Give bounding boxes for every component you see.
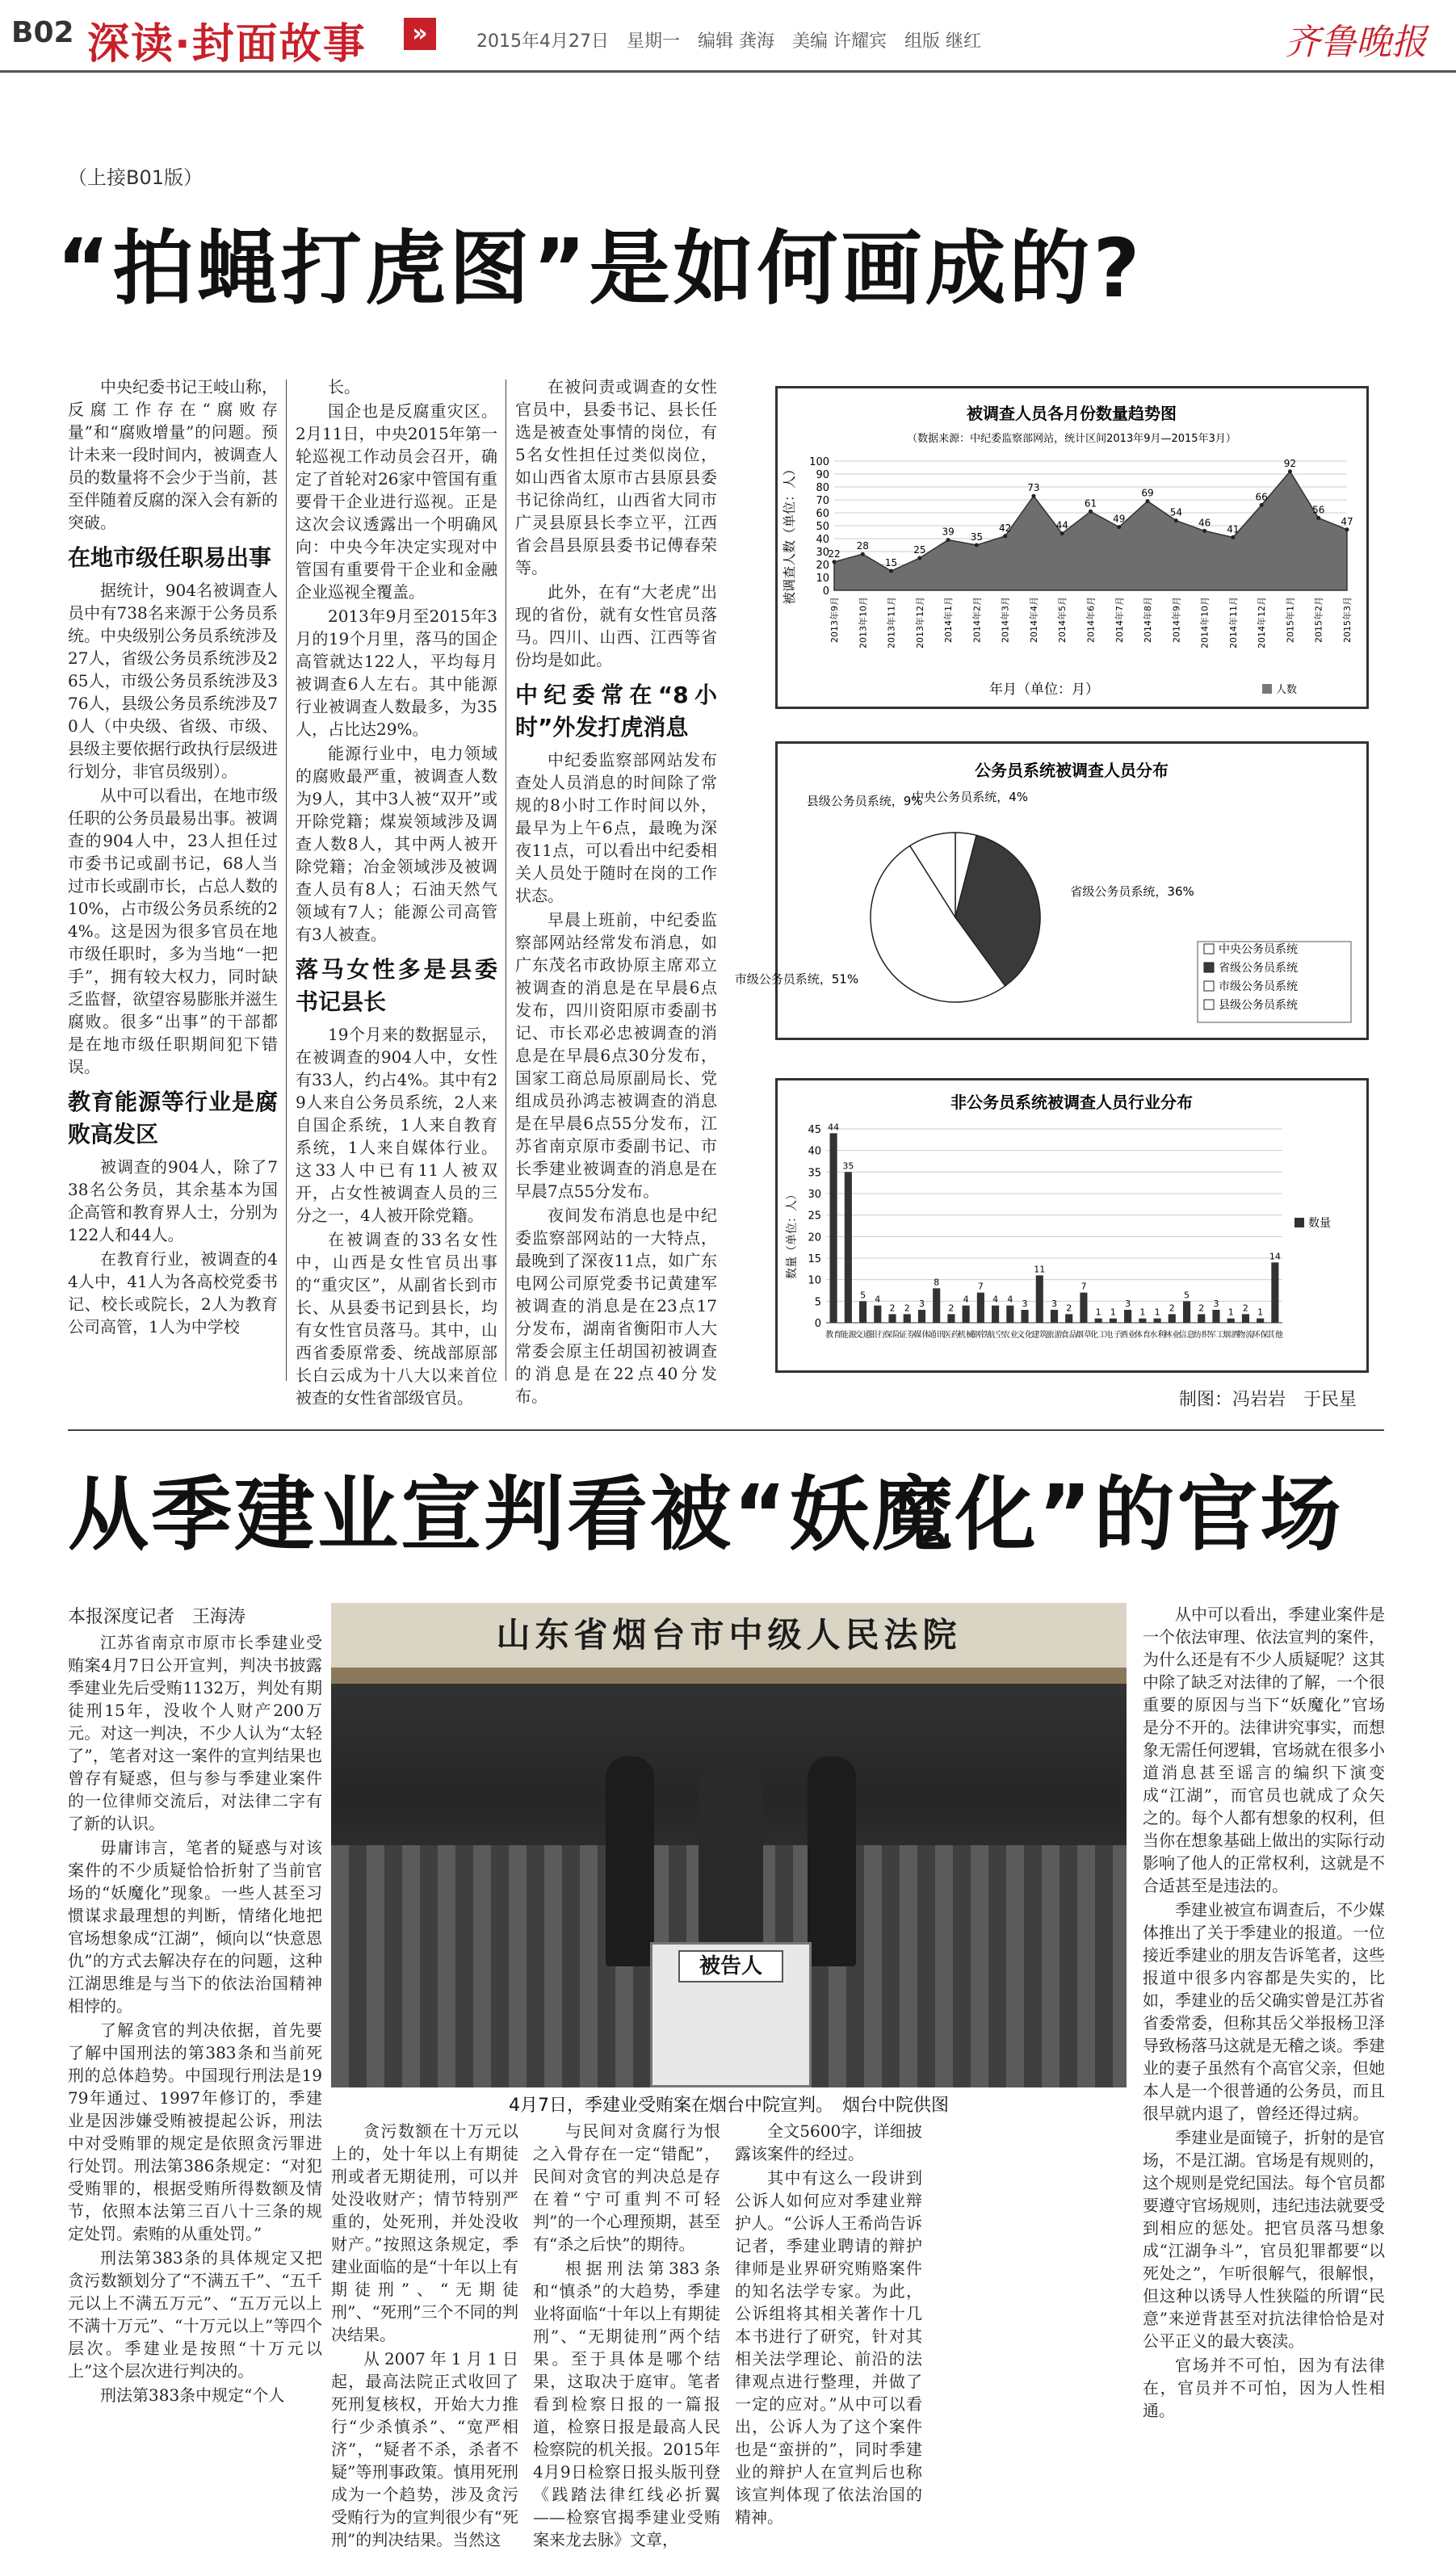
legend-label: 人数 (1276, 684, 1298, 696)
chart-title: 非公务员系统被调查人员行业分布 (950, 1093, 1193, 1112)
y-tick-label: 50 (816, 521, 829, 533)
data-label: 2 (1198, 1303, 1205, 1314)
x-tick-label: 2013年12月 (914, 597, 925, 648)
x-tick-label: 2013年11月 (886, 597, 897, 648)
x-tick-label: 2014年1月 (943, 597, 955, 643)
x-tick-label: 2014年4月 (1028, 597, 1039, 643)
data-label: 1 (1154, 1307, 1160, 1318)
data-label: 73 (1027, 482, 1040, 494)
legend-label: 省级公务员系统 (1219, 962, 1298, 975)
data-point (946, 538, 950, 542)
chart-subtitle: （数据来源：中纪委监察部网站，统计区间2013年9月—2015年3月） (907, 433, 1236, 445)
article1-list (515, 376, 717, 671)
bar-chart-svg (778, 1080, 1366, 1370)
paragraph: 根据刑法第383条和“慎杀”的大趋势，季建业将面临“十年以上有期徒刑”、“无期徒刑”两个结果。至于具体是哪个结果，这取决于庭审。笔者看到检察日报的一篇报道，检察日报是最高人民检察院的机关报。2015年4月9日检察日报头版刊登《践踏法律红线必折翼——检察官揭季建业受贿案来龙去脉》文章， (533, 2259, 720, 2549)
x-tick-label: 2014年7月 (1114, 597, 1125, 643)
x-tick-label: 2014年6月 (1085, 597, 1097, 643)
article2-list (68, 1631, 322, 2406)
paragraph: 长。 (328, 377, 360, 396)
chart-civil-servant-distribution (734, 741, 1369, 1040)
x-tick-label: 航空 (987, 1331, 1004, 1340)
y-tick-label: 70 (816, 495, 829, 507)
paragraph: 了解贪官的判决依据，首先要了解中国刑法的第383条和当前死刑的总体趋势。中国现行刑法是1979年通过、1997年修订的，季建业是因涉嫌受贿被提起公诉，刑法中对受贿罪的规定是依照贪污罪进行处罚。刑法第386条规定：“对犯受贿罪的，根据受贿所得数额及情节，依照本法第三百八十三条的规定处罚。索贿的从重处罚。” (68, 2020, 322, 2243)
data-label: 61 (1084, 497, 1097, 510)
data-label: 1 (1095, 1307, 1101, 1318)
bar (845, 1172, 852, 1323)
data-label: 4 (1007, 1294, 1013, 1305)
court-photo (331, 1603, 1127, 2087)
data-point (1345, 527, 1349, 531)
chart-industry-distribution (775, 1078, 1369, 1373)
data-label: 3 (1051, 1299, 1057, 1309)
y-tick-label: 100 (809, 456, 829, 468)
paragraph: 早晨上班前，中纪委监察部网站经常发布消息，如广东茂名市政协原主席邓立被调查的消息是在早晨6点发布，四川资阳原市委副书记、市长邓必忠被调查的消息是在早晨6点30分发布，国家工商总局原副局长、党组成员孙鸿志被调查的消息是在早晨6点55分发布，江苏省南京原市委副书记、市长季建业被调查的消息是在早晨7点55分发布。 (515, 910, 717, 1201)
data-label: 69 (1141, 487, 1154, 499)
x-tick-label: 钢铁 (972, 1331, 989, 1340)
x-tick-label: 建筑 (1031, 1331, 1048, 1340)
issue-meta: 2015年4月27日 星期一 编辑 龚海 美编 许耀宾 组版 继红 (476, 31, 981, 52)
photo-caption: 4月7日，季建业受贿案在烟台中院宣判。 烟台中院供图 (509, 2096, 949, 2116)
bar (918, 1310, 925, 1323)
article2-list (735, 2120, 922, 2528)
y-tick-label: 5 (814, 1296, 821, 1309)
court-banner: 山东省烟台市中级人民法院 (331, 1603, 1127, 1668)
slice-label: 市级公务员系统，51% (734, 971, 859, 987)
section-divider (68, 1429, 1384, 1431)
x-tick-label: 水利 (1149, 1331, 1166, 1340)
article1-list (296, 1023, 497, 1409)
data-label: 47 (1341, 515, 1353, 527)
x-tick-label: 体育 (1134, 1331, 1151, 1340)
article1-list (68, 1156, 278, 1338)
paragraph: 从中可以看出，季建业案件是一个依法审理、依法宣判的案件，为什么还是有不少人质疑呢？这其中除了缺乏对法律的了解，一个很重要的原因与当下“妖魔化”官场是分不开的。法律讲究事实，而想象无需任何逻辑，官场就在很多小道消息甚至谣言的编织下演变成“江湖”，而官员也就成了众矢之的。每个人都有想象的权利，但当你在想象基础上做出的实际行动影响了他人的正常权利，这就是不合适甚至是违法的。 (1143, 1605, 1385, 1895)
legend-swatch (1294, 1218, 1304, 1227)
legend-swatch (1204, 1000, 1214, 1009)
bar (1183, 1301, 1190, 1323)
data-label: 46 (1198, 517, 1211, 529)
data-point (1117, 525, 1121, 529)
x-tick-label: 农业 (1001, 1331, 1018, 1340)
x-tick-label: 军工 (1207, 1331, 1224, 1340)
subheading-female-officials: 落马女性多是县委书记县长 (296, 956, 497, 1015)
y-tick-label: 80 (816, 482, 829, 494)
paragraph: 季建业是面镜子，折射的是官场，不是江湖。官场是有规则的，这个规则是党纪国法。每个官员都要遵守官场规则，违纪违法就要受到相应的惩处。把官员落马想象成“江湖争斗”，官员犯罪都要“以死处之”，乍听很解气，很解恨，但这种以诱导人性狭隘的所谓“民意”来逆背甚至对抗法律恰恰是对公平正义的最大亵渎。 (1143, 2128, 1385, 2351)
paragraph: 季建业被宣布调查后，不少媒体推出了关于季建业的报道。一位接近季建业的朋友告诉笔者，这些报道中很多内容都是失实的，比如，季建业的岳父确实曾是江苏省省委常委，但称其岳父举报杨卫泽导致杨落马这就是无稽之谈。季建业的妻子虽然有个高官父亲，但她本人是一个很普通的公务员，而且很早就内退了，曾经还得过病。 (1143, 1900, 1385, 2123)
data-label: 14 (1269, 1251, 1281, 1262)
paragraph: 从2007年1月1日起，最高法院正式收回了死刑复核权，开始大力推行“少杀慎杀”、“宽严相济”，“疑者不杀，杀者不疑”等刑事政策。慎用死刑成为一个趋势，涉及贪污受贿行为的宣判很少有“死刑”的判决结果。当然这 (331, 2349, 518, 2549)
paragraph: 此外，在有“大老虎”出现的省份，就有女性官员落马。四川、山西、江西等省份均是如此。 (515, 582, 717, 669)
data-point (1231, 535, 1235, 539)
data-label: 7 (977, 1281, 984, 1292)
x-tick-label: 文化 (1017, 1331, 1034, 1340)
bar (977, 1293, 984, 1323)
paragraph: 据统计，904名被调查人员中有738名来源于公务员系统。中央级别公务员系统涉及27人，省级公务员系统涉及265人，市级公务员系统涉及376人，县级公务员系统涉及70人（中央级、省级、市级、县级主要依据行政执行层级进行划分，非官员级别）。 (68, 581, 278, 781)
article1-column-3 (515, 376, 717, 1490)
bar (1198, 1314, 1205, 1323)
data-point (1288, 469, 1292, 473)
paragraph: 与民间对贪腐行为恨之入骨存在一定“错配”，民间对贪官的判决总是存在着“宁可重判不可轻判”的一个心理预期，甚至有“杀之后快”的期待。 (533, 2121, 720, 2254)
paragraph: 19个月来的数据显示，在被调查的904人中，女性有33人，约占4%。其中有29人来自公务员系统，2人来自国企系统，1人来自教育系统，1人来自媒体行业。这33人中已有11人被双开，占女性被调查人员的三分之一，4人被开除党籍。 (296, 1025, 497, 1225)
x-tick-label: 环保 (1252, 1331, 1269, 1340)
article2-column-left (68, 1631, 322, 2447)
x-tick-label: 2014年3月 (1000, 597, 1011, 643)
y-tick-label: 25 (808, 1210, 821, 1223)
data-label: 4 (963, 1294, 969, 1305)
legend-label: 县级公务员系统 (1219, 999, 1298, 1012)
x-tick-label: 保险 (884, 1331, 901, 1340)
bar (859, 1301, 866, 1323)
paragraph: 被调查的904人，除了738名公务员，其余基本为国企高管和教育界人士，分别为122人和44人。 (68, 1157, 278, 1244)
data-label: 54 (1169, 506, 1182, 518)
paragraph: 2013年9月至2015年3月的19个月里，落马的国企高管就达122人，平均每月被调查6人左右。其中能源行业被调查人数最多，为35人，占比达29%。 (296, 606, 497, 739)
data-label: 39 (942, 526, 955, 538)
data-label: 4 (875, 1294, 881, 1305)
data-label: 42 (999, 522, 1012, 534)
data-point (861, 552, 865, 556)
x-tick-label: 信息 (1178, 1331, 1195, 1340)
paragraph: 刑法第383条中规定“个人 (100, 2385, 285, 2405)
x-tick-label: 证券 (899, 1331, 916, 1340)
bar (1212, 1310, 1219, 1323)
x-tick-label: 电子 (1105, 1331, 1122, 1340)
x-tick-label: 2014年12月 (1257, 597, 1268, 648)
paragraph: 其中有这么一段讲到公诉人如何应对季建业辩护人。“公诉人王希尚告诉记者，季建业聘请的辩护律师是业界研究贿赂案件的知名法学专家。为此，公诉组将其相关著作十几本书进行了研究，针对其相关法学理论、前沿的法律观点进行整理，并做了一定的应对。”从中可以看出，公诉人为了这个案件也是“蛮拼的”，同时季建业的辩护人在宣判后也称该宣判体现了依法治国的精神。 (735, 2168, 922, 2527)
data-label: 2 (1242, 1303, 1248, 1314)
data-label: 4 (992, 1294, 999, 1305)
area-series (834, 472, 1347, 590)
data-label: 2 (889, 1303, 896, 1314)
x-tick-label: 交通 (854, 1331, 871, 1340)
data-point (833, 560, 837, 564)
y-tick-label: 35 (808, 1167, 821, 1180)
y-tick-label: 15 (808, 1253, 821, 1265)
y-tick-label: 30 (808, 1189, 821, 1201)
bar (933, 1288, 940, 1323)
bar (888, 1314, 896, 1323)
article1-list (68, 376, 278, 534)
x-tick-label: 2014年11月 (1227, 597, 1239, 648)
bar (1006, 1306, 1013, 1323)
x-tick-label: 医药 (942, 1331, 959, 1340)
data-label: 3 (1125, 1299, 1131, 1309)
x-tick-label: 其他 (1266, 1331, 1283, 1340)
x-tick-label: 2014年9月 (1171, 597, 1182, 643)
y-tick-label: 45 (808, 1124, 821, 1136)
legend-swatch (1204, 963, 1214, 972)
x-tick-label: 2015年1月 (1285, 597, 1296, 643)
legend-swatch (1204, 981, 1214, 991)
article1-column-2 (296, 376, 497, 1490)
bar (1271, 1262, 1278, 1323)
slice-label: 县级公务员系统，9% (806, 793, 923, 808)
continuation-note: （上接B01版） (68, 166, 204, 189)
data-point (1031, 494, 1035, 498)
subheading-city-level: 在地市级任职易出事 (68, 544, 272, 571)
paragraph: 夜间发布消息也是中纪委监察部网站的一大特点，最晚到了深夜11点，如广东电网公司原党委书记黄建军被调查的消息是在23点17分发布，湖南省衡阳市人大常委会原主任胡国初被调查的消息是在22点40分发布。 (515, 1206, 717, 1406)
article2-column-m1 (331, 2120, 518, 2549)
defendant-sign: 被告人 (678, 1950, 783, 1982)
paragraph: 全文5600字，详细披露该案件的经过。 (735, 2121, 922, 2163)
data-label: 35 (970, 531, 984, 543)
article1-list (515, 749, 717, 1408)
bar (963, 1306, 970, 1323)
x-tick-label: 媒体 (913, 1331, 930, 1340)
legend-label: 中央公务员系统 (1219, 943, 1298, 956)
legend-label: 市级公务员系统 (1219, 980, 1298, 993)
bar (947, 1314, 955, 1323)
data-label: 7 (1080, 1281, 1087, 1292)
x-tick-label: 2015年3月 (1342, 597, 1353, 643)
newspaper-logo: 齐鲁晚报 (1285, 22, 1427, 63)
bar (1169, 1314, 1176, 1323)
bar (1257, 1319, 1264, 1323)
data-point (889, 569, 893, 573)
article1-column-1 (68, 376, 278, 1490)
x-tick-label: 2014年5月 (1057, 597, 1068, 643)
data-point (1146, 499, 1150, 503)
y-tick-label: 20 (816, 560, 829, 572)
x-tick-label: 食品 (1060, 1331, 1077, 1340)
x-tick-label: 银行 (869, 1331, 886, 1340)
data-label: 1 (1257, 1307, 1264, 1318)
legend-swatch (1262, 684, 1272, 694)
x-tick-label: 2014年2月 (971, 597, 983, 643)
data-label: 11 (1034, 1264, 1046, 1275)
y-tick-label: 60 (816, 508, 829, 520)
x-tick-label: 烟草 (1075, 1331, 1092, 1340)
data-point (1260, 503, 1264, 507)
x-tick-label: 2014年8月 (1143, 597, 1154, 643)
data-label: 41 (1227, 523, 1240, 535)
data-point (917, 556, 921, 560)
bar (1227, 1319, 1235, 1323)
paragraph: 贪污数额在十万元以上的，处十年以上有期徒刑或者无期徒刑，可以并处没收财产；情节特别严重的，处死刑，并处没收财产。”按照这条规定，季建业面临的是“十年以上有期徒刑”、“无期徒刑”、“死刑”三个不同的判决结果。 (331, 2121, 518, 2344)
data-label: 3 (918, 1299, 925, 1309)
subheading-after-hours: 中纪委常在“8小时”外发打虎消息 (515, 682, 717, 741)
bar (1110, 1319, 1117, 1323)
data-label: 1 (1227, 1307, 1234, 1318)
y-tick-label: 40 (816, 534, 829, 546)
slice-label: 省级公务员系统，36% (1070, 883, 1194, 899)
x-tick-label: 旅游 (1046, 1331, 1063, 1340)
x-tick-label: 能源 (840, 1331, 857, 1340)
data-label: 66 (1255, 491, 1268, 503)
y-tick-label: 10 (816, 573, 829, 585)
chart-title: 公务员系统被调查人员分布 (975, 761, 1169, 780)
defendant (699, 1764, 763, 1950)
bar (1051, 1310, 1058, 1323)
subheading-education-energy: 教育能源等行业是腐败高发区 (68, 1089, 278, 1148)
bailiff-right (808, 1756, 856, 1966)
data-point (975, 543, 979, 548)
paragraph: 中央纪委书记王岐山称，反腐工作存在“腐败存量”和“腐败增量”的问题。预计未来一段时间内，被调查人员的数量将不会少于当前，甚至伴随着反腐的深入会有新的突破。 (68, 377, 278, 532)
data-label: 49 (1113, 513, 1126, 525)
second-headline: 从季建业宣判看被“妖魔化”的官场 (68, 1467, 1344, 1562)
x-tick-label: 2013年10月 (858, 597, 869, 648)
x-tick-label: 机械 (958, 1331, 975, 1340)
article2-list (533, 2120, 720, 2551)
bar (992, 1306, 999, 1323)
data-label: 28 (856, 540, 869, 552)
data-point (1202, 529, 1206, 533)
article2-list (1143, 1603, 1385, 2422)
y-tick-label: 0 (814, 1318, 821, 1330)
data-label: 2 (904, 1303, 910, 1314)
paragraph: 在被问责或调查的女性官员中，县委书记、县长任选是被查处事情的岗位，有5名女性担任过类似岗位，如山西省太原市古县原县委书记徐尚红，山西省大同市广灵县原县长李立平，江西省会昌县原县委书记傅春荣等。 (515, 377, 717, 577)
paragraph: 刑法第383条的具体规定又把贪污数额划分了“不满五千”、“五千元以上不满五万元”、“五万元以上不满十万元”、“十万元以上”等四个层次。季建业是按照“十万元以上”这个层次进行判决的。 (68, 2248, 322, 2381)
data-label: 44 (1055, 519, 1068, 531)
bar (874, 1306, 881, 1323)
data-label: 8 (934, 1277, 940, 1288)
data-label: 1 (1139, 1307, 1146, 1318)
data-label: 92 (1283, 457, 1297, 469)
data-label: 15 (884, 557, 898, 569)
bar (1139, 1319, 1146, 1323)
y-tick-label: 30 (816, 547, 829, 559)
chart-credit: 制图：冯岩岩 于民星 (1179, 1390, 1357, 1410)
y-axis-label: 数量（单位：人） (786, 1189, 799, 1279)
data-label: 22 (828, 548, 841, 560)
x-tick-label: 酒业 (1119, 1331, 1136, 1340)
bar (1154, 1319, 1161, 1323)
bar (1124, 1310, 1131, 1323)
data-label: 2 (1169, 1303, 1175, 1314)
x-tick-label: 2013年9月 (829, 597, 840, 643)
section-title: 深读·封面故事 (87, 20, 367, 69)
data-label: 35 (842, 1160, 854, 1172)
data-point (1003, 534, 1007, 538)
x-tick-label: 化工 (1090, 1331, 1107, 1340)
x-tick-label: 烟酒 (1223, 1331, 1240, 1340)
y-tick-label: 0 (822, 585, 829, 598)
y-axis-label: 被调查人数（单位：人） (782, 462, 797, 606)
pie-chart-svg (734, 744, 1366, 1038)
paragraph: 能源行业中，电力领域的腐败最严重，被调查人数为9人，其中3人被“双开”或开除党籍；煤炭领域涉及调查人数8人，其中两人被开除党籍；冶金领域涉及被调查人员有8人；石油天然气领域有7人；能源公司高管有3人被查。 (296, 744, 497, 944)
paragraph: 官场并不可怕，因为有法律在，官员并不可怕，因为人性相通。 (1143, 2356, 1385, 2420)
article2-column-m2 (533, 2120, 720, 2549)
data-label: 2 (948, 1303, 955, 1314)
bar (830, 1133, 837, 1323)
main-headline: “拍蝇打虎图”是如何画成的? (57, 221, 1143, 316)
data-label: 25 (913, 544, 926, 556)
article1-list (68, 579, 278, 1078)
data-label: 5 (1184, 1290, 1190, 1301)
paragraph: 从中可以看出，在地市级任职的公务员最易出事。被调查的904人中，23人担任过市委书记或副书记，68人当过市长或副市长，占总人数的10%，占市级公务员系统的24%。这是因为很多官员在地市级任职时，多为当地“一把手”，拥有较大权力，同时缺乏监督，欲望容易膨胀并滋生腐败。很多“出事”的干部都是在地市级任职期间犯下错误。 (68, 786, 278, 1076)
bar (904, 1314, 911, 1323)
paragraph: 江苏省南京市原市长季建业受贿案4月7日公开宣判，判决书披露季建业先后受贿1132万，判处有期徒刑15年，没收个人财产200万元。对这一判决，不少人认为“太轻了”，笔者对这一案件的宣判结果也曾存有疑惑，但与参与季建业案件的一位律师交流后，对法律二字有了新的认识。 (68, 1633, 322, 1833)
data-point (1316, 516, 1320, 520)
data-label: 1 (1110, 1307, 1116, 1318)
data-point (1174, 518, 1178, 522)
article2-column-right (1143, 1603, 1385, 2447)
bar (1242, 1314, 1249, 1323)
article2-list (331, 2120, 518, 2551)
data-label: 44 (828, 1122, 840, 1133)
data-label: 5 (860, 1290, 866, 1301)
data-label: 3 (1213, 1299, 1219, 1309)
byline: 本报深度记者 王海涛 (68, 1607, 246, 1627)
bailiff-left (606, 1756, 654, 1966)
bar (1095, 1319, 1102, 1323)
bar (1065, 1314, 1072, 1323)
y-tick-label: 40 (808, 1145, 821, 1158)
article1-list (296, 376, 497, 946)
article2-column-m3 (735, 2120, 922, 2527)
data-point (1089, 510, 1093, 514)
paragraph: 在教育行业，被调查的44人中，41人为各高校党委书记、校长或院长，2人为教育公司高管，1人为中学校 (68, 1249, 278, 1336)
x-axis-label: 年月（单位：月） (989, 682, 1099, 698)
chart-title: 被调查人员各月份数量趋势图 (967, 404, 1177, 423)
banner-trim (331, 1668, 1127, 1684)
x-tick-label: 物流 (1237, 1331, 1254, 1340)
trend-chart-svg (778, 388, 1366, 707)
x-tick-label: 通讯 (928, 1331, 945, 1340)
y-tick-label: 20 (808, 1231, 821, 1244)
section-arrow-icon: » (404, 18, 436, 50)
chart-monthly-trend (775, 386, 1369, 709)
column-divider (286, 380, 287, 1381)
x-tick-label: 林业 (1164, 1331, 1181, 1340)
paragraph: 国企也是反腐重灾区。2月11日，中央2015年第一轮巡视工作动员会召开，确定了首轮对26家中管国有重要骨干企业进行巡视。正是这次会议透露出一个明确风向：中央今年决定实现对中管国有重要骨干企业和金融企业巡视全覆盖。 (296, 401, 497, 602)
data-label: 2 (1066, 1303, 1072, 1314)
bar (1021, 1310, 1028, 1323)
paragraph: 在被调查的33名女性中，山西是女性官员出事的“重灾区”，从副省长到市长、从县委书记到县长，均有女性官员落马。其中，山西省委原常委、统战部原部长白云成为十八大以来首位被查的女性省部级官员。 (296, 1230, 497, 1408)
page-number: B02 (11, 16, 74, 49)
y-tick-label: 10 (808, 1274, 821, 1287)
data-point (1060, 531, 1064, 535)
legend-label: 数量 (1308, 1217, 1331, 1230)
data-label: 3 (1022, 1299, 1028, 1309)
slice-label: 中央公务员系统，4% (912, 790, 1029, 805)
y-tick-label: 90 (816, 469, 829, 481)
x-tick-label: 2015年2月 (1313, 597, 1324, 643)
paragraph: 中纪委监察部网站发布查处人员消息的时间除了常规的8小时工作时间以外，最早为上午6点，最晚为深夜11点，可以看出中纪委相关人员处于随时在岗的工作状态。 (515, 750, 717, 905)
x-tick-label: 教育 (825, 1331, 842, 1340)
x-tick-label: 纺织 (1193, 1331, 1210, 1340)
data-label: 56 (1312, 504, 1325, 516)
paragraph: 毋庸讳言，笔者的疑惑与对该案件的不少质疑恰恰折射了当前官场的“妖魔化”现象。一些人甚至习惯谋求最理想的判断，情绪化地把官场想象成“江湖”，倾向以“快意恩仇”的方式去解决存在的问题，这种江湖思维是与当下的依法治国精神相悖的。 (68, 1838, 322, 2016)
bar (1036, 1275, 1043, 1323)
x-tick-label: 2014年10月 (1199, 597, 1211, 648)
legend-swatch (1204, 944, 1214, 954)
bar (1080, 1293, 1087, 1323)
